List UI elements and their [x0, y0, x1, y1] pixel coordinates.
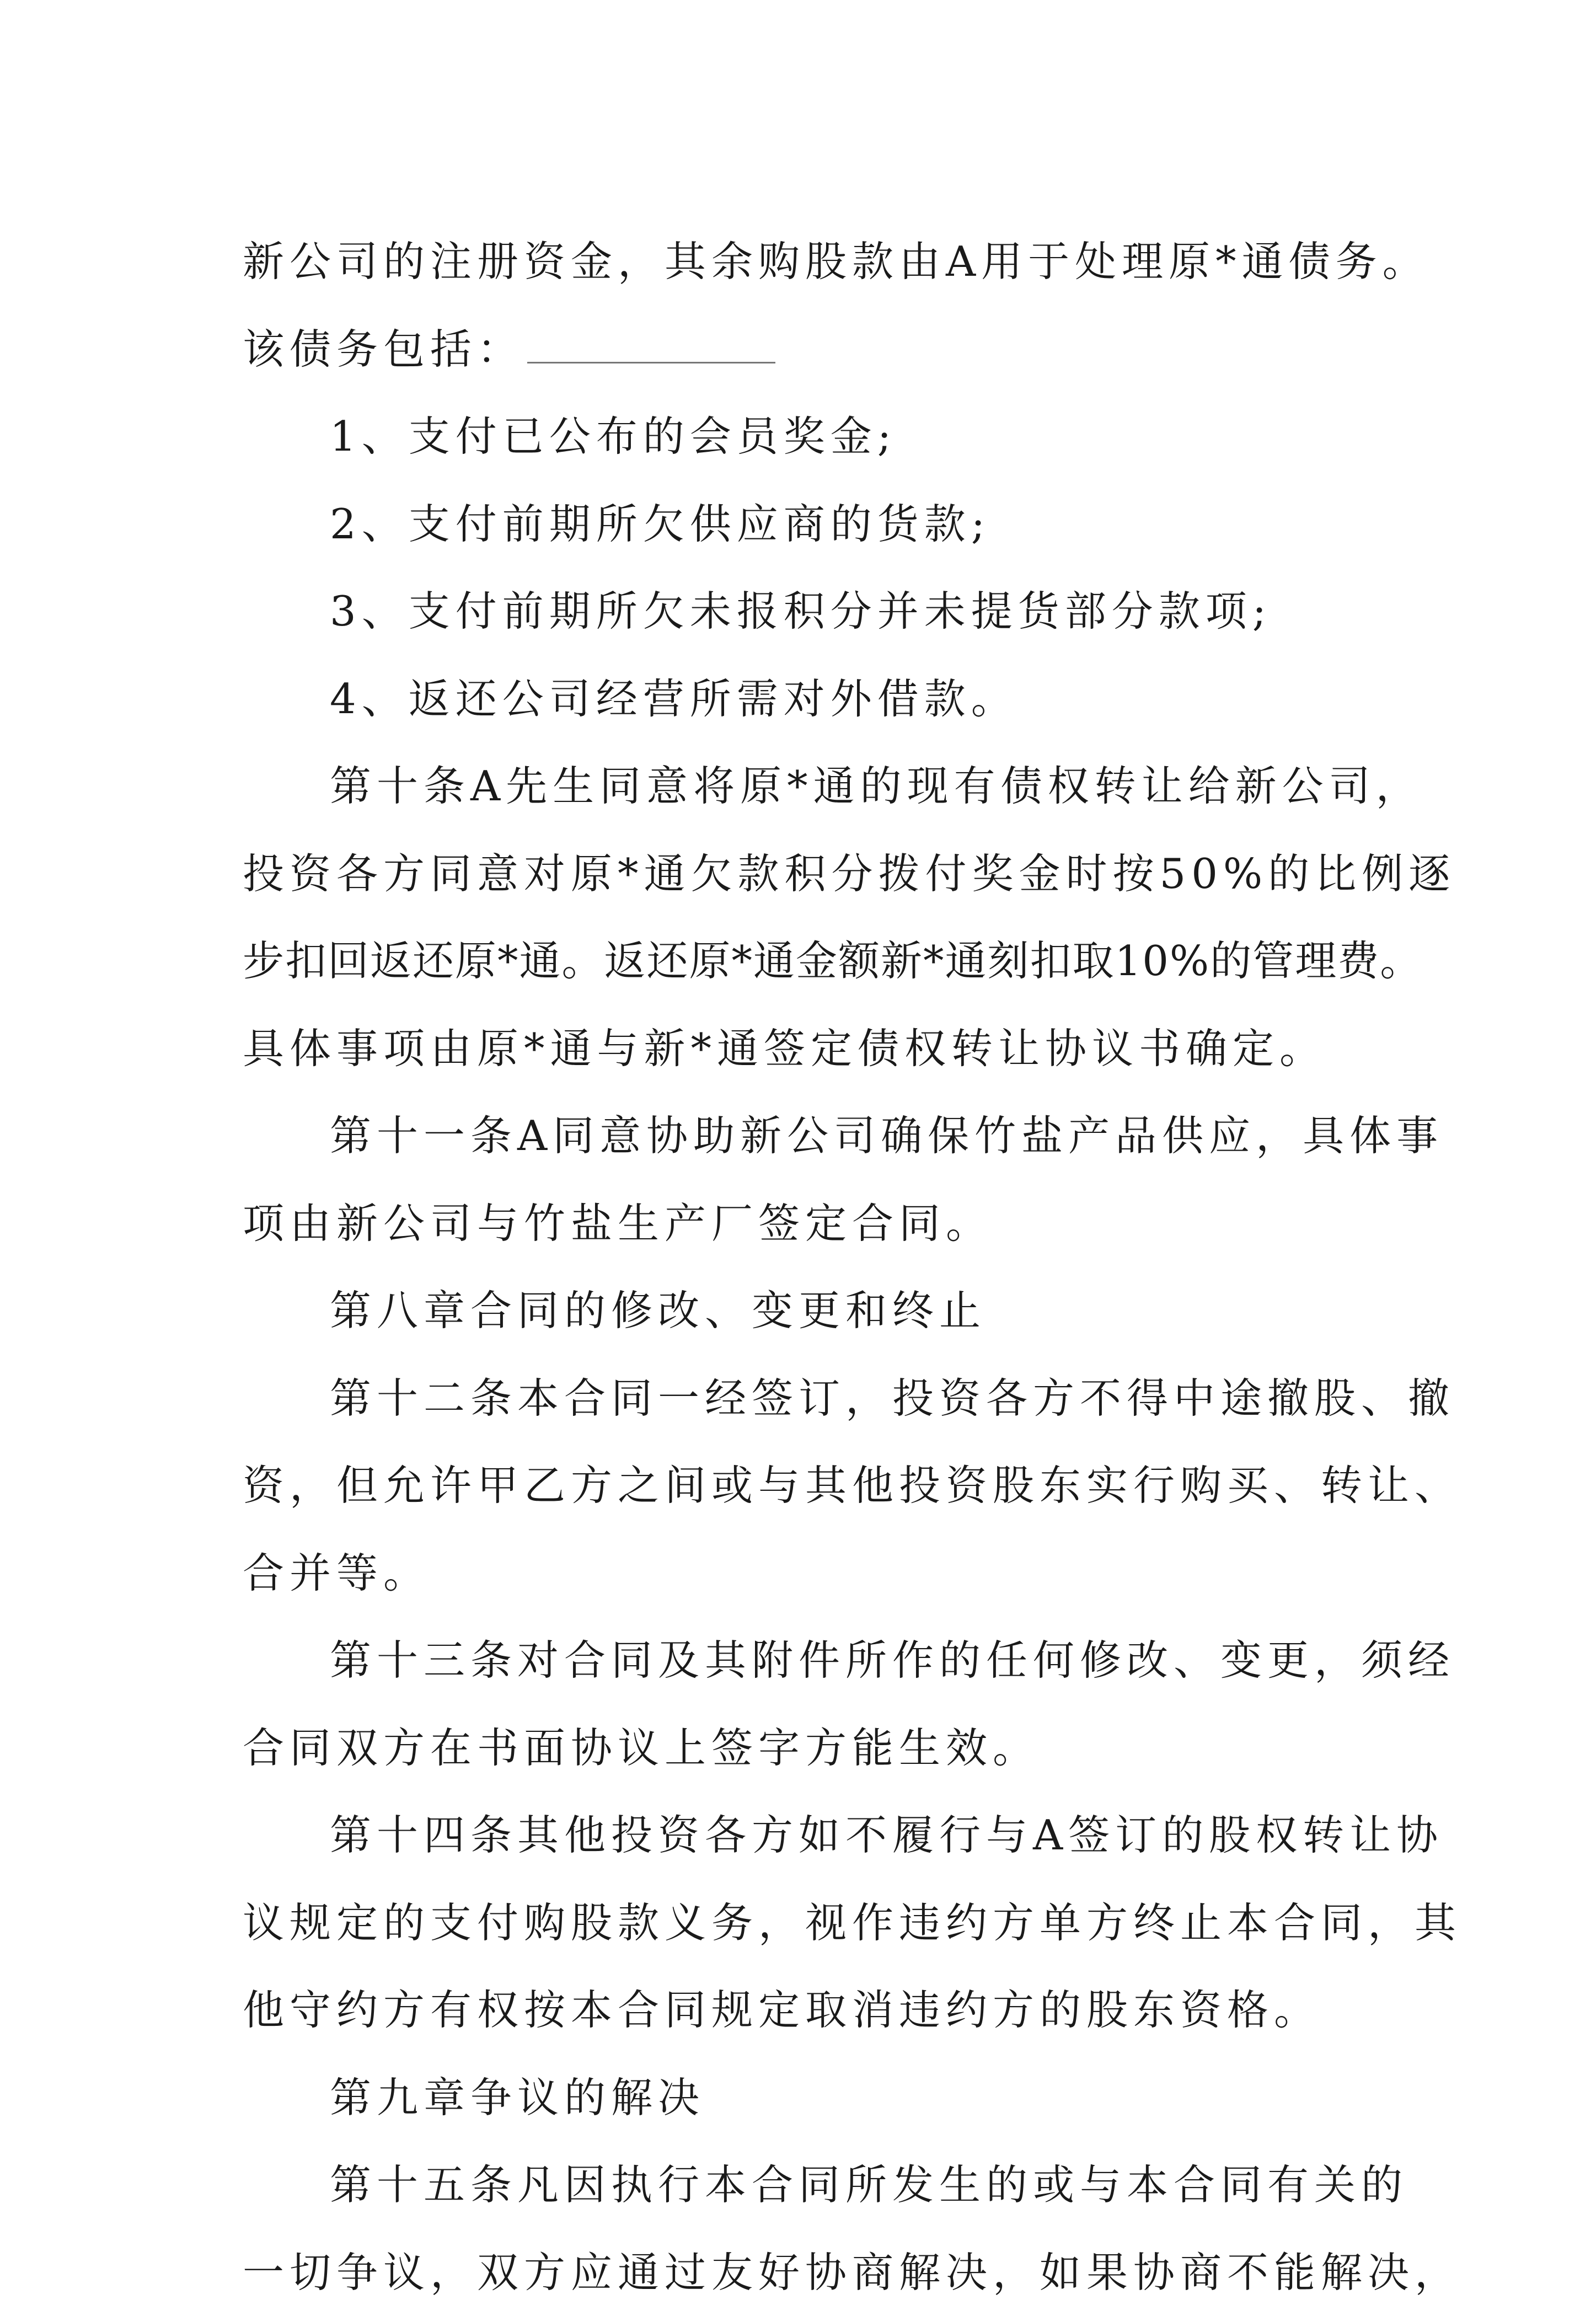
list-item: 1、支付已公布的会员奖金; — [243, 393, 1390, 480]
article-15-line: 第十五条凡因执行本合同所发生的或与本合同有关的 — [243, 2141, 1390, 2229]
article-10-line: 投资各方同意对原*通欠款积分拨付奖金时按50%的比例逐 — [243, 830, 1390, 918]
list-item: 2、支付前期所欠供应商的货款; — [243, 480, 1390, 568]
article-10-line: 步扣回返还原*通。返还原*通金额新*通刻扣取10%的管理费。 — [243, 917, 1390, 1005]
article-10-line: 具体事项由原*通与新*通签定债权转让协议书确定。 — [243, 1005, 1390, 1093]
fill-in-blank — [527, 329, 775, 363]
list-item: 3、支付前期所欠未报积分并未提货部分款项; — [243, 568, 1390, 655]
debt-intro-text: 该债务包括： — [243, 325, 524, 373]
article-14-line: 第十四条其他投资各方如不履行与A签订的股权转让协 — [243, 1791, 1390, 1879]
article-11-line: 第十一条A同意协助新公司确保竹盐产品供应，具体事 — [243, 1092, 1390, 1180]
article-13-line: 第十三条对合同及其附件所作的任何修改、变更，须经 — [243, 1617, 1390, 1704]
paragraph-line — [243, 306, 1390, 393]
article-12-line: 资，但允许甲乙方之间或与其他投资股东实行购买、转让、 — [243, 1442, 1390, 1529]
article-13-line: 合同双方在书面协议上签字方能生效。 — [243, 1704, 1390, 1792]
article-10-line: 第十条A先生同意将原*通的现有债权转让给新公司， — [243, 742, 1390, 830]
article-15-line: 一切争议，双方应通过友好协商解决，如果协商不能解决， — [243, 2229, 1390, 2316]
article-12-line: 合并等。 — [243, 1529, 1390, 1617]
article-14-line: 他守约方有权按本合同规定取消违约方的股东资格。 — [243, 1966, 1390, 2054]
paragraph-line: 新公司的注册资金，其余购股款由A用于处理原*通债务。 — [243, 218, 1390, 306]
chapter-8-heading: 第八章合同的修改、变更和终止 — [243, 1267, 1390, 1355]
document-body — [243, 218, 1390, 2316]
article-11-line: 项由新公司与竹盐生产厂签定合同。 — [243, 1180, 1390, 1267]
article-12-line: 第十二条本合同一经签订，投资各方不得中途撤股、撤 — [243, 1355, 1390, 1442]
article-14-line: 议规定的支付购股款义务，视作违约方单方终止本合同，其 — [243, 1879, 1390, 1967]
list-item: 4、返还公司经营所需对外借款。 — [243, 655, 1390, 743]
chapter-9-heading: 第九章争议的解决 — [243, 2054, 1390, 2142]
